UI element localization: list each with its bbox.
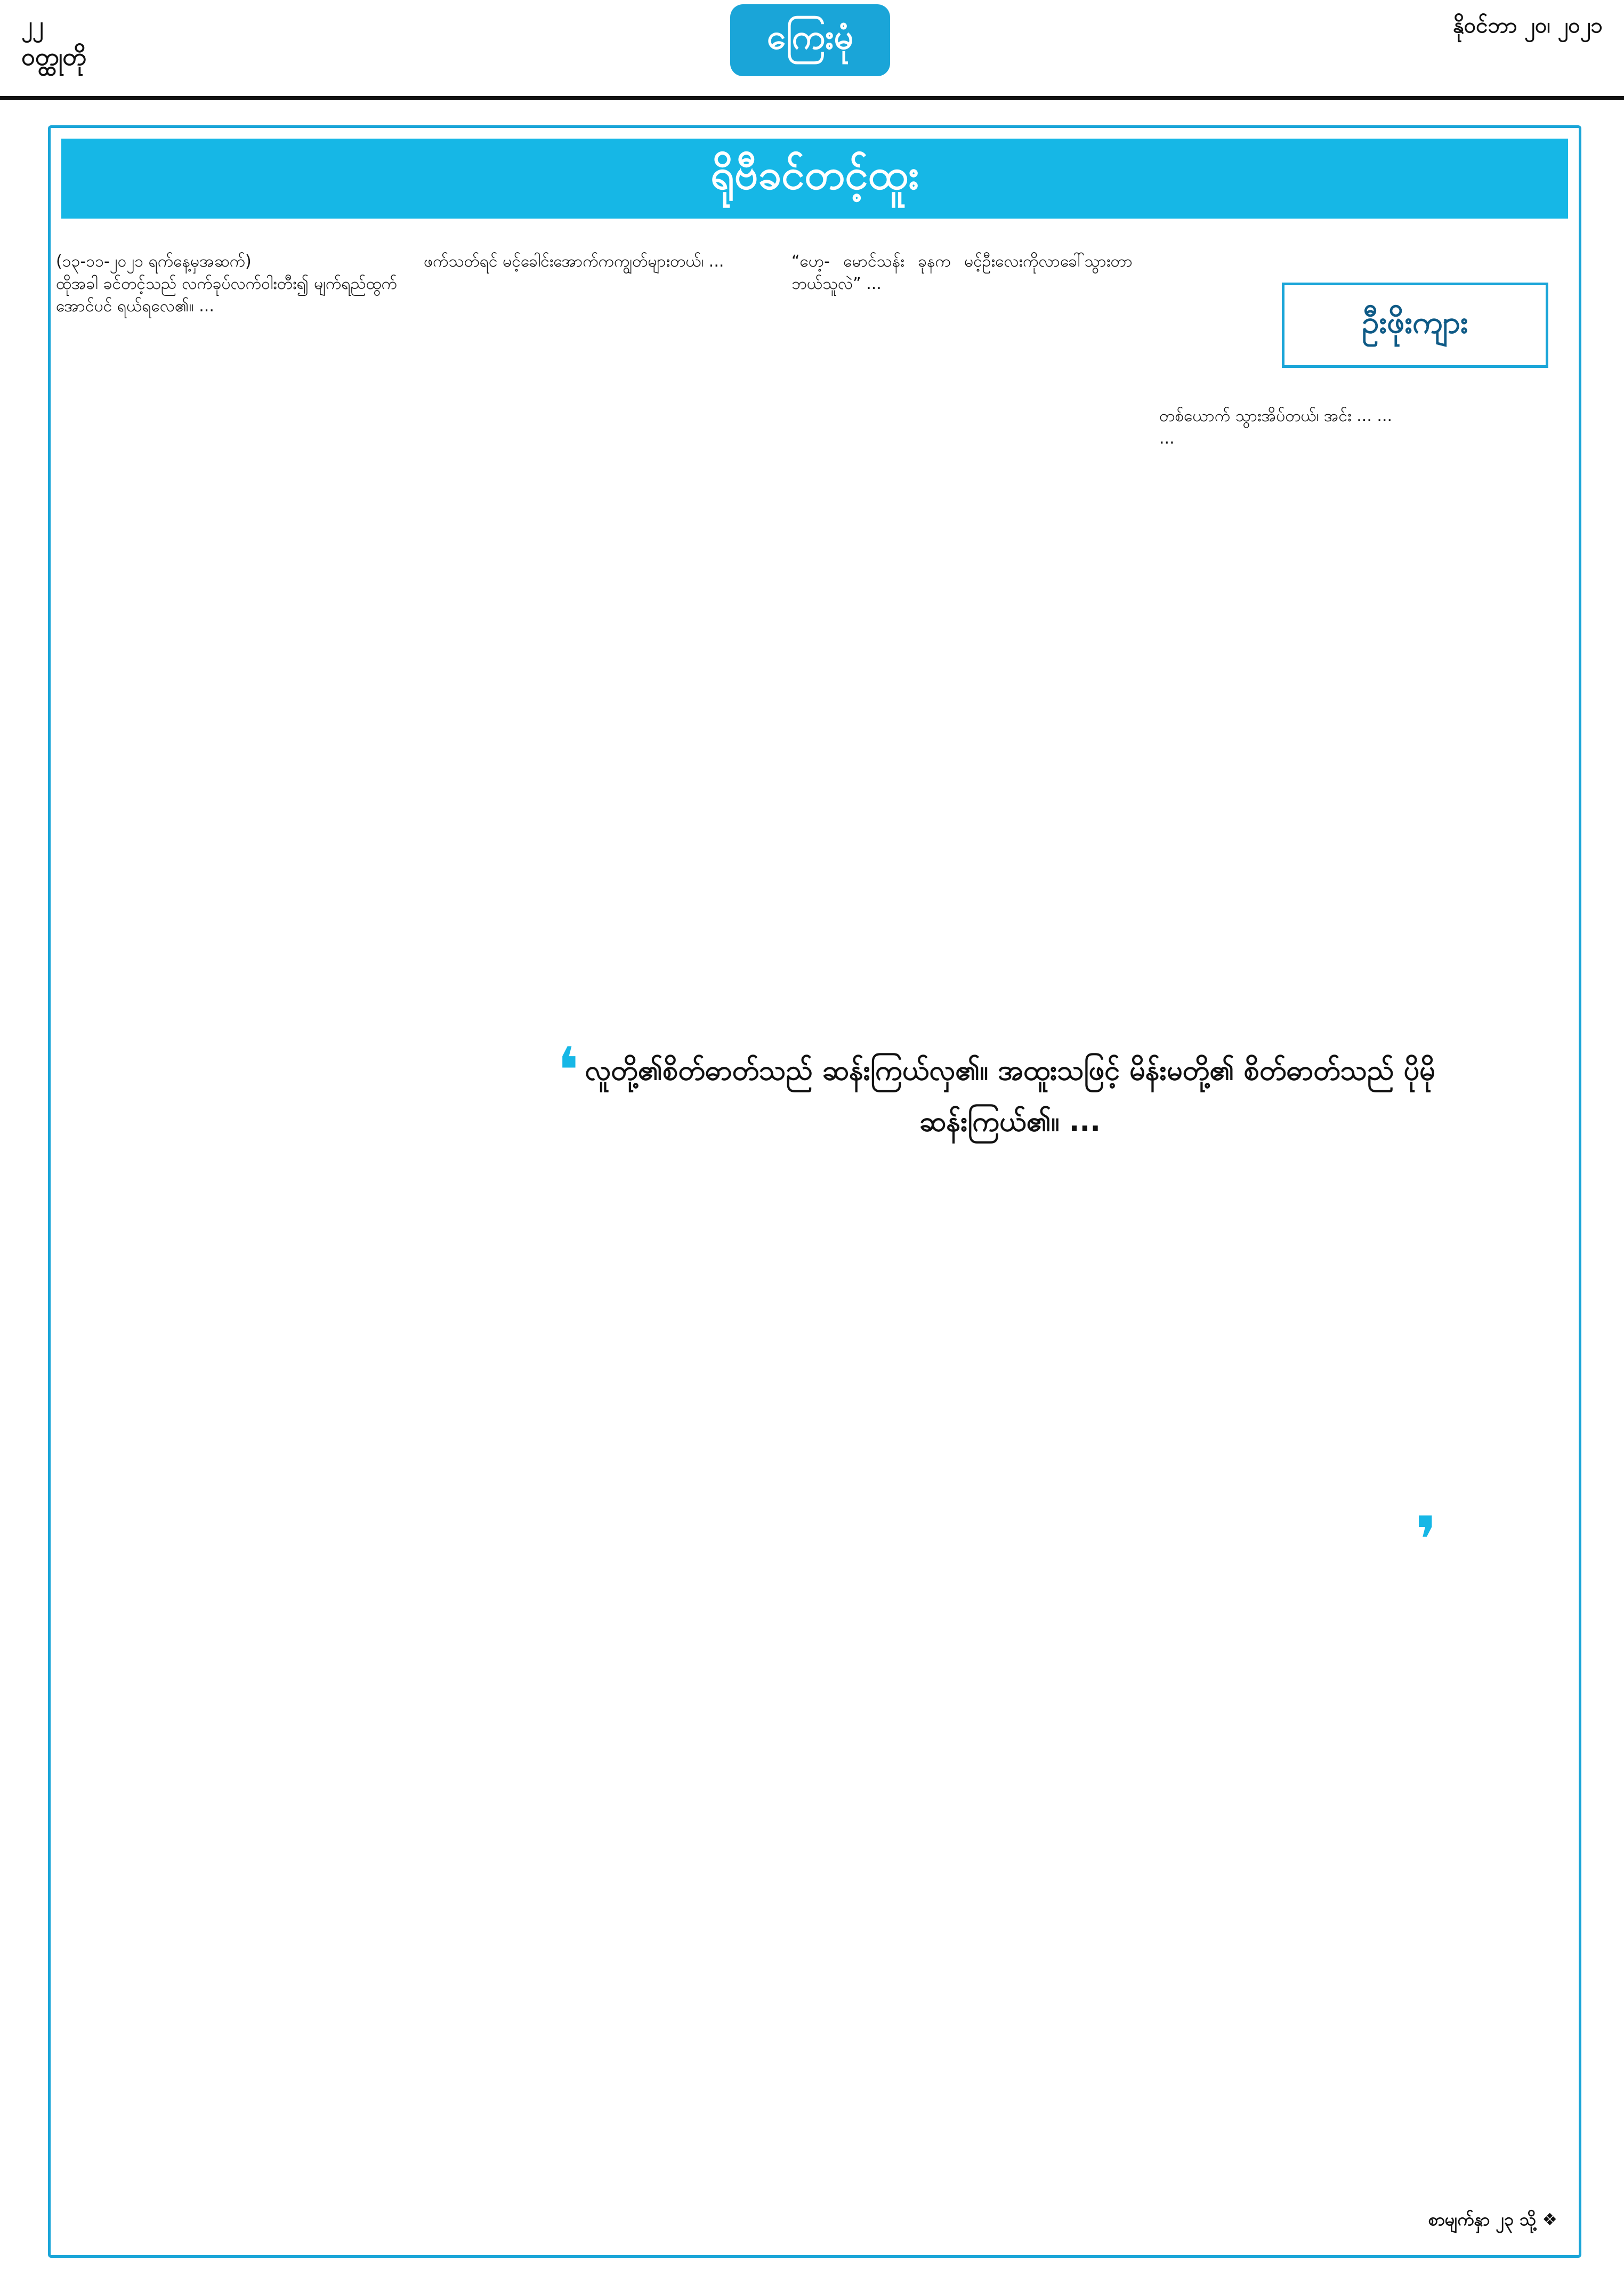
page-header bbox=[0, 0, 1624, 80]
pull-quote: လူတို့၏စိတ်ဓာတ်သည် ဆန်းကြယ်လှ၏။ အထူးသဖြင့် မိန်းမတို့၏ စိတ်ဓာတ်သည် ပိုမိုဆန်းကြယ်၏။ ... bbox=[585, 1055, 1435, 1138]
continuation-note: စာမျက်နှာ ၂၃ သို့ ❖ bbox=[1428, 2209, 1557, 2230]
byline-box bbox=[1282, 283, 1548, 368]
column-3 bbox=[791, 251, 1133, 295]
quote-open-icon: ❛ bbox=[557, 1034, 579, 1108]
column-2 bbox=[424, 251, 765, 273]
quote-close-icon: ❜ bbox=[1415, 1503, 1437, 1578]
masthead: ကြေးမုံ bbox=[730, 4, 890, 76]
publication-date: နိုဝင်ဘာ ၂၀၊ ၂၀၂၁ bbox=[1453, 13, 1603, 38]
column-text: ဖက်သတ်ရင် မင့်ခေါင်းအောက်ကကျွတ်များတယ်၊ ... bbox=[424, 252, 724, 271]
article-frame bbox=[48, 125, 1581, 2258]
headline-band bbox=[61, 139, 1568, 219]
section-label: ဝတ္ထုတို bbox=[21, 42, 87, 71]
byline: ဦးဖိုးကျား bbox=[1362, 303, 1468, 340]
column-4 bbox=[1159, 405, 1500, 450]
column-text: တစ်ယောက် သွားအိပ်တယ်၊ အင်း ... ... bbox=[1159, 407, 1393, 425]
page-number: ၂၂ bbox=[21, 12, 44, 38]
column-text: ... bbox=[1159, 429, 1175, 448]
column-1 bbox=[56, 251, 397, 318]
headline: ရိုဗီခင်တင့်ထူး bbox=[710, 150, 919, 199]
lede: (၁၃-၁၁-၂၀၂၁ ရက်နေ့မှအဆက်) bbox=[56, 252, 252, 271]
column-text: ထိုအခါ ခင်တင့်သည် လက်ခုပ်လက်ဝါးတီး၍ မျက်ရည်ထွက်အောင်ပင် ရယ်ရလေ၏။ ... bbox=[56, 275, 397, 316]
header-rule bbox=[0, 96, 1624, 100]
column-text: “ဟေ့- မောင်သန်း ခုနက မင့်ဦးလေးကိုလာခေါ်သွားတာဘယ်သူလဲ” ... bbox=[791, 252, 1133, 293]
